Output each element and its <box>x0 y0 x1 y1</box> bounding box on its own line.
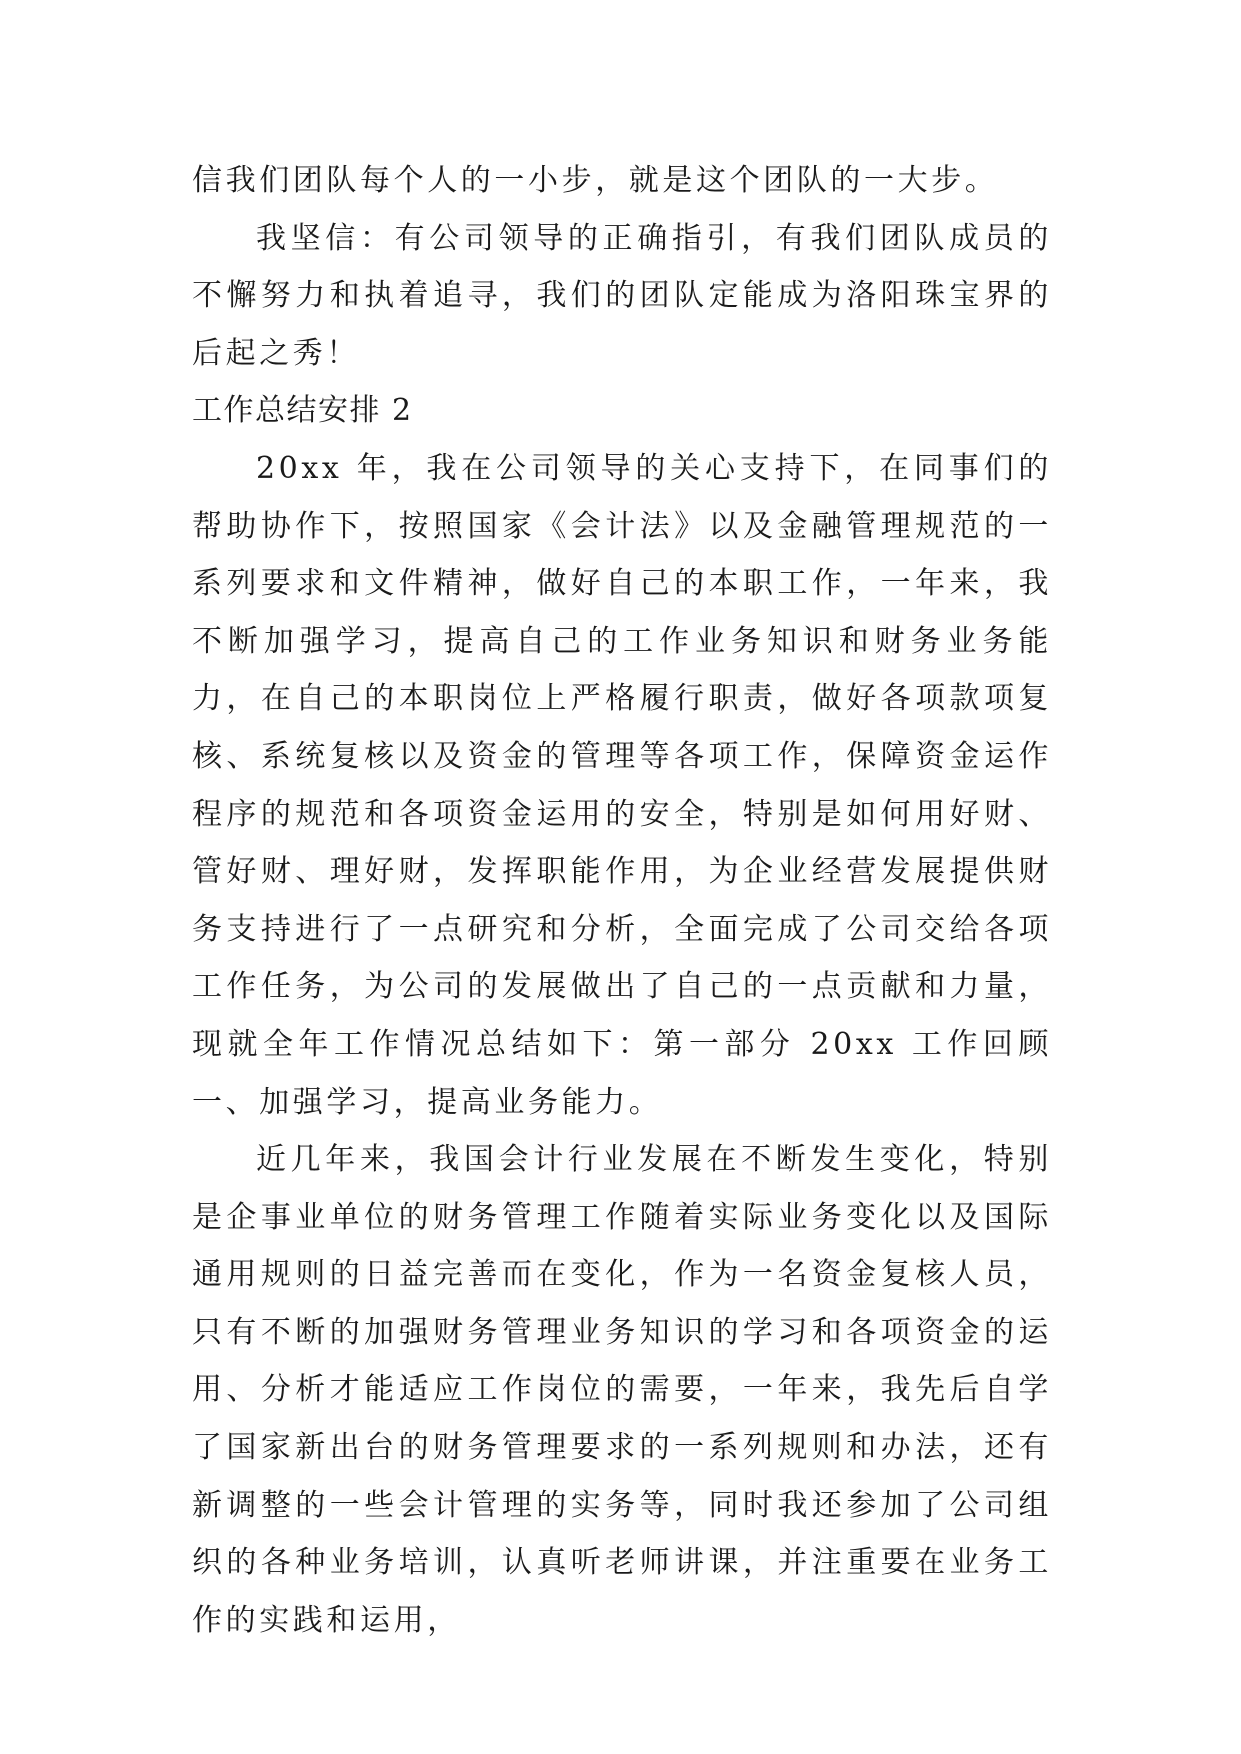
section-heading: 工作总结安排 2 <box>192 393 413 429</box>
paragraph-annual-summary: 20xx 年，我在公司领导的关心支持下，在同事们的帮助协作下，按照国家《会计法》以及金融管理规范的一系列要求和文件精神，做好自己的本职工作，一年来，我不断加强学习，提高自己的工作业务知识和财务业务能力，在自己的本职岗位上严格履行职责，做好各项款项复核、系统复核以及资金的管理等各项工作，保障资金运作程序的规范和各项资金运用的安全，特别是如何用好财、管好财、理好财，发挥职能作用，为企业经营发展提供财务支持进行了一点研究和分析，全面完成了公司交给各项工作任务，为公司的发展做出了自己的一点贡献和力量，现就全年工作情况总结如下：第一部分 20xx 工作回顾一、加强学习，提高业务能力。 <box>192 450 1052 1120</box>
paragraph-learning: 近几年来，我国会计行业发展在不断发生变化，特别是企事业单位的财务管理工作随着实际业务变化以及国际通用规则的日益完善而在变化，作为一名资金复核人员，只有不断的加强财务管理业务知识的学习和各项资金的运用、分析才能适应工作岗位的需要，一年来，我先后自学了国家新出台的财务管理要求的一系列规则和办法，还有新调整的一些会计管理的实务等，同时我还参加了公司组织的各种业务培训，认真听老师讲课，并注重要在业务工作的实践和运用， <box>192 1142 1052 1638</box>
document-body <box>192 152 1052 1649</box>
paragraph-continuation: 信我们团队每个人的一小步，就是这个团队的一大步。 <box>192 163 999 198</box>
paragraph-belief: 我坚信：有公司领导的正确指引，有我们团队成员的不懈努力和执着追寻，我们的团队定能成为洛阳珠宝界的后起之秀！ <box>192 220 1052 371</box>
